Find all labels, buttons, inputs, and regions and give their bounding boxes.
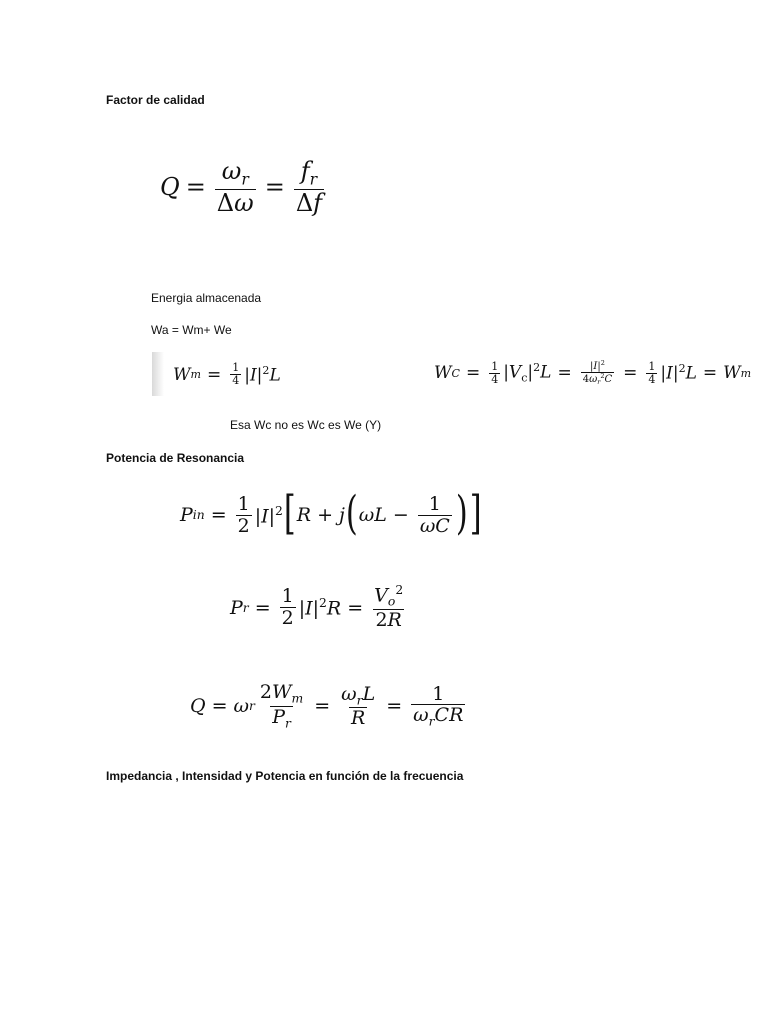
heading-factor-calidad: Factor de calidad xyxy=(106,93,205,107)
energy-sum-text: Wa = Wm+ We xyxy=(151,323,232,337)
heading-impedancia: Impedancia , Intensidad y Potencia en función de la frecuencia xyxy=(106,769,464,783)
heading-potencia-resonancia: Potencia de Resonancia xyxy=(106,451,245,465)
image-shadow xyxy=(152,352,164,396)
equation-magnetic-energy: W m = $\frac{1}{4}$ $|I|^2L$ xyxy=(173,361,281,388)
equation-quality-resonance: Q = ω r $\frac{2W_m}{P_r}$ = $\frac{\omega_rL}{R}$ = $\frac{1}{\omega_rCR}$ xyxy=(190,681,464,731)
heading-energia-almacenada: Energia almacenada xyxy=(151,291,262,305)
equation-electric-energy: W C = $\frac{1}{4}$ $|V_c|^2L$ = $\frac{|I|^2}{4\omega_r^2C}$ = $\frac{1}{4}$ $|I|^2L$ = W m xyxy=(434,359,752,387)
note-text: Esa Wc no es Wc es We (Y) xyxy=(230,418,382,432)
equation-input-power: P in = $\frac{1}{2}$ $|I|^2$ [ R + j ( ωL − $\frac{1}{\omega C}$ ) ] xyxy=(180,488,482,541)
equation-quality-factor: Q = $\frac{\omega_r}{\Delta\omega}$ = $\frac{f_r}{\Delta f}$ xyxy=(160,157,323,217)
equation-resonance-power: P r = $\frac{1}{2}$ $|I|^2R$ = $\frac{V_o^2}{2R}$ xyxy=(230,583,404,632)
